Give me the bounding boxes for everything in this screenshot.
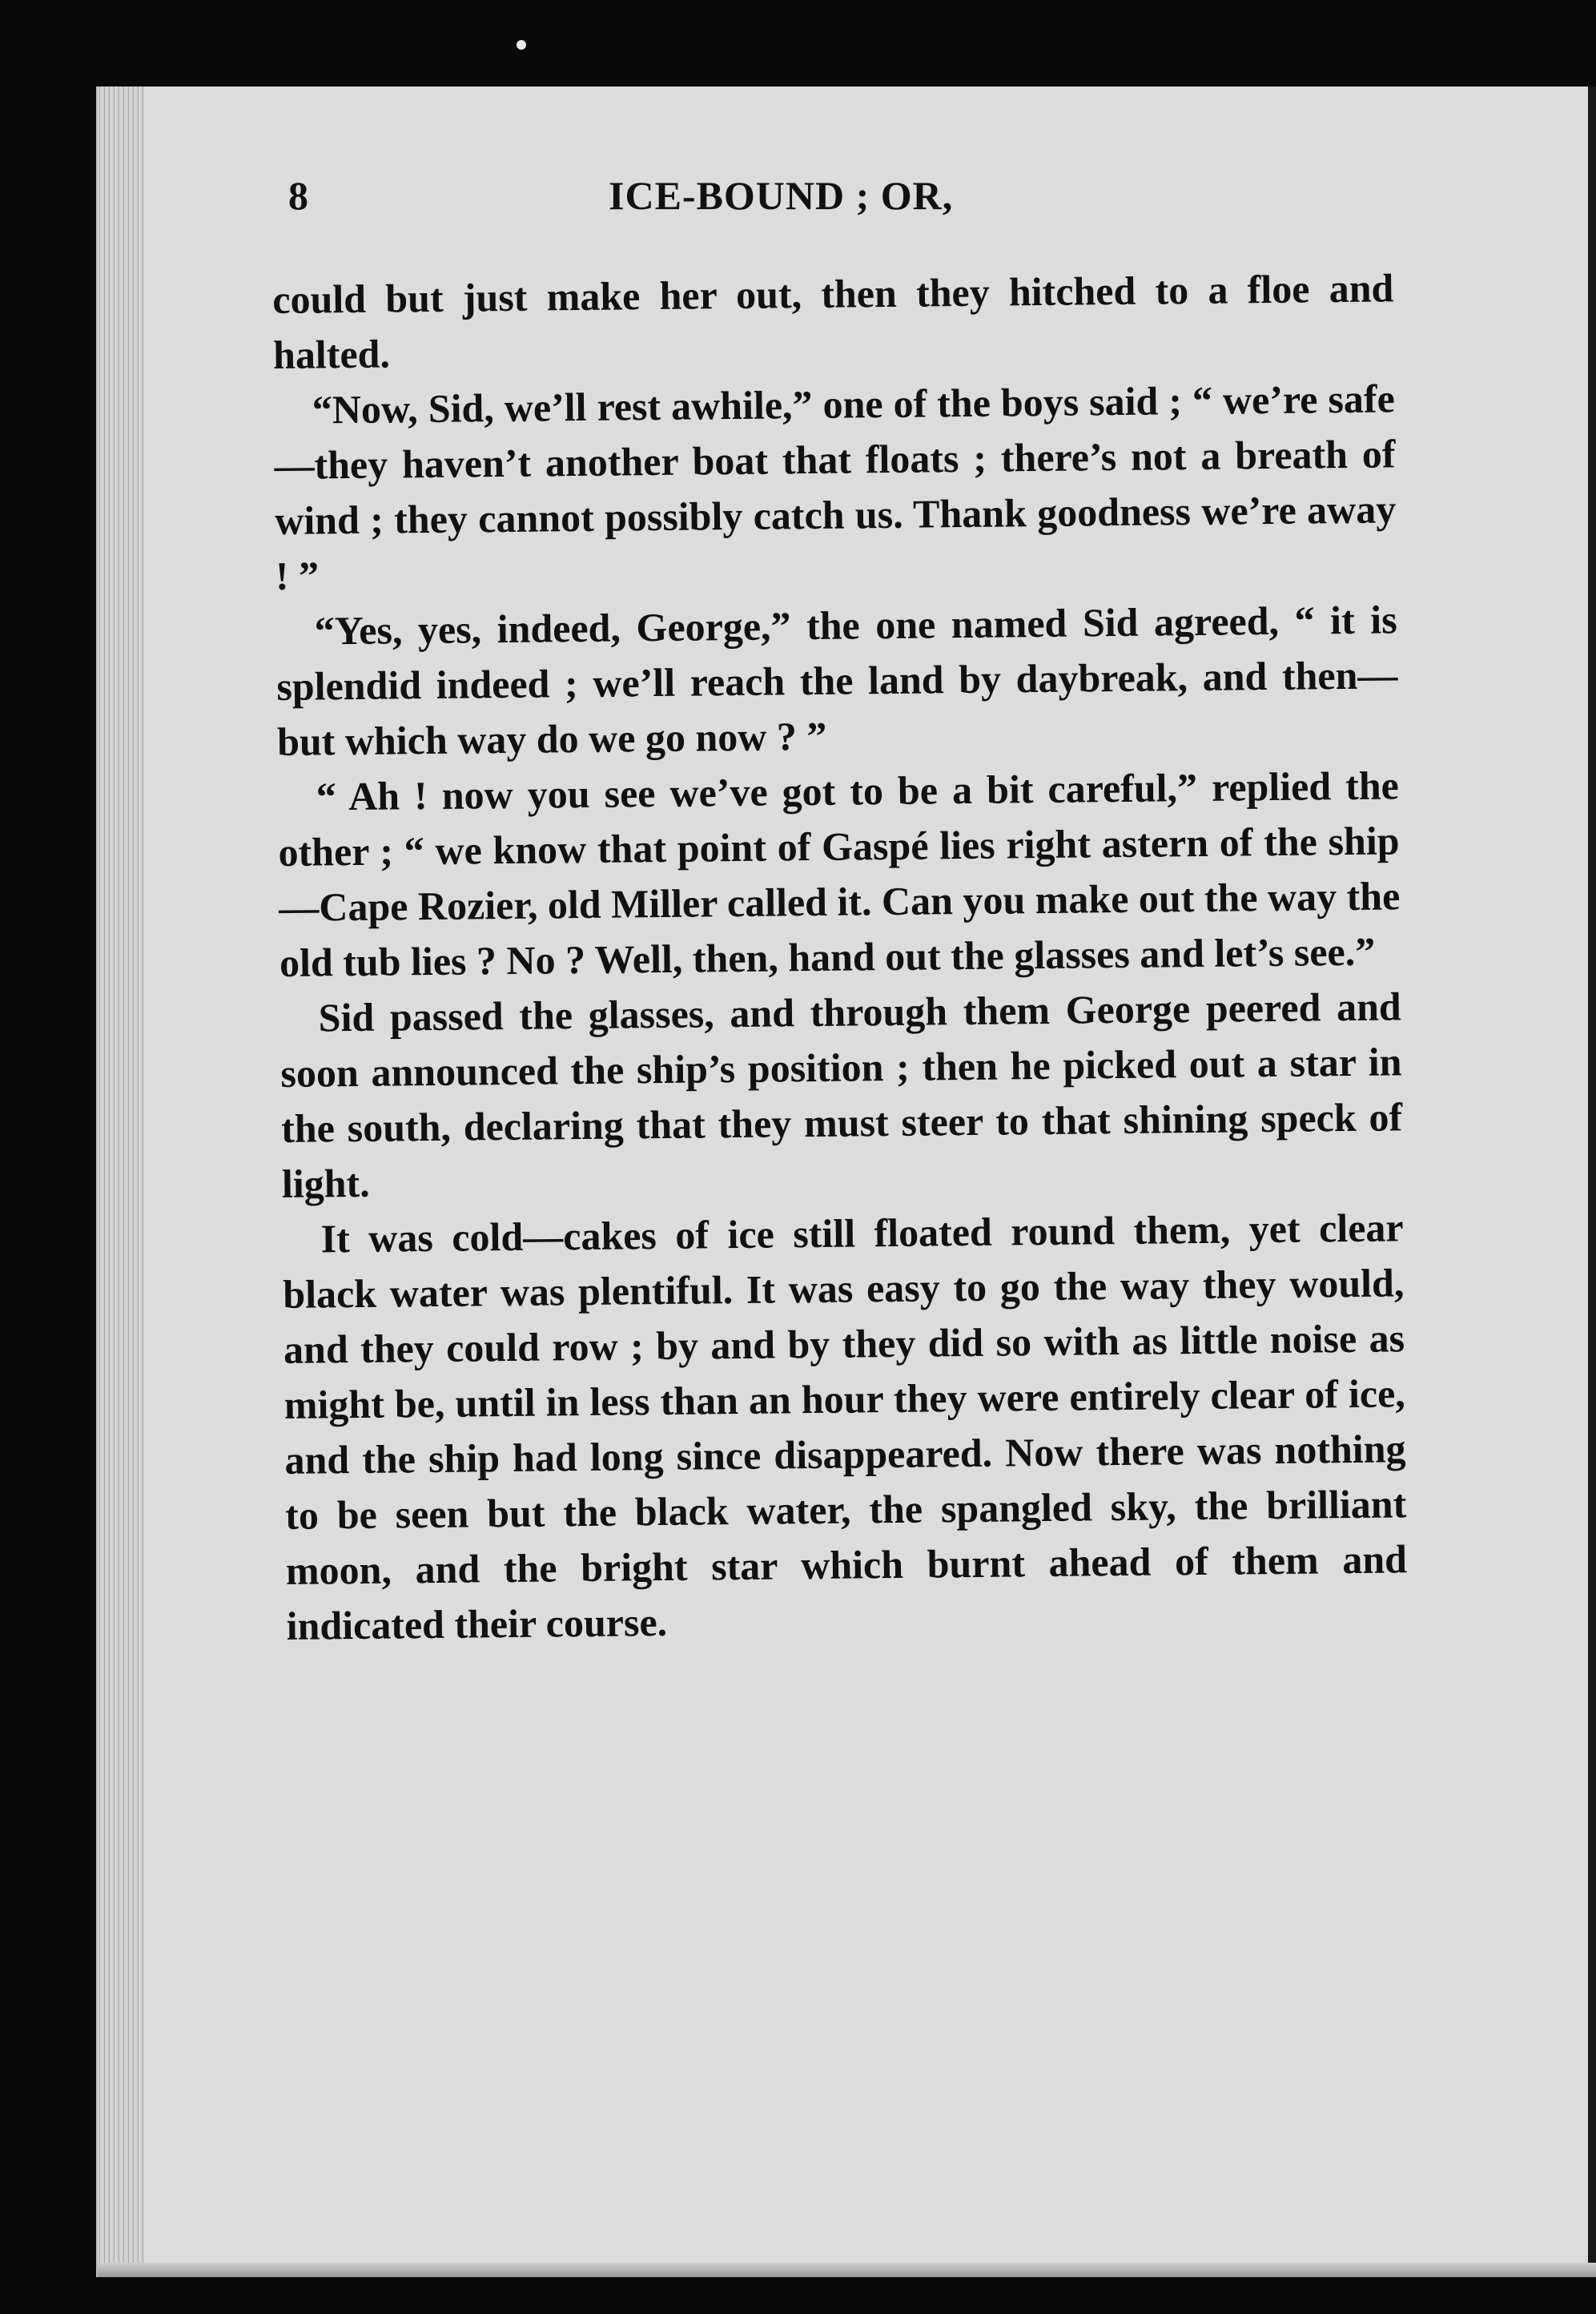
paragraph: could but just make her out, then they hitched to a floe and halted. — [272, 265, 1394, 377]
paragraph: Sid passed the glasses, and through them George peered and soon announced the ship’s position ; then he picked out a star in the south, declaring that they must steer to that shining speck of light. — [280, 984, 1403, 1206]
paragraph: It was cold—cakes of ice still floated round them, yet clear black water was plentiful. It was easy to go the way they would, and they could row ; by and by they did so with as little noise as might be, until in less than an hour they were entirely clear of ice, and the ship had long since disappeared. Now there was nothing to be seen but the black water, the spangled sky, the brilliant moon, and the bright star which burnt ahead of them and indicated their course. — [283, 1205, 1408, 1648]
page-gutter — [98, 87, 144, 2277]
running-title: ICE-BOUND ; OR, — [609, 173, 954, 218]
paragraph: “Yes, yes, indeed, George,” the one named Sid agreed, “ it is splendid indeed ; we’ll reach the land by daybreak, and then—but which way do we go now ? ” — [276, 597, 1398, 764]
running-head — [288, 172, 1409, 236]
body-text — [272, 260, 1408, 1654]
page-edge — [1588, 87, 1596, 2277]
paragraph: “ Ah ! now you see we’ve got to be a bit careful,” replied the other ; “ we know that point of Gaspé lies right astern of the ship—Cape Rozier, old Miller called it. Can you make out the way the old tub lies ? No ? Well, then, hand out the glasses and let’s see.” — [278, 763, 1401, 985]
page-bottom-edge — [98, 2263, 1596, 2277]
page-number: 8 — [288, 173, 308, 218]
paragraph: “Now, Sid, we’ll rest awhile,” one of the boys said ; “ we’re safe—they haven’t another boat that floats ; there’s not a breath of wind ; they cannot possibly catch us. Thank goodness we’re away ! ” — [274, 376, 1397, 598]
scan-speck — [517, 40, 526, 50]
